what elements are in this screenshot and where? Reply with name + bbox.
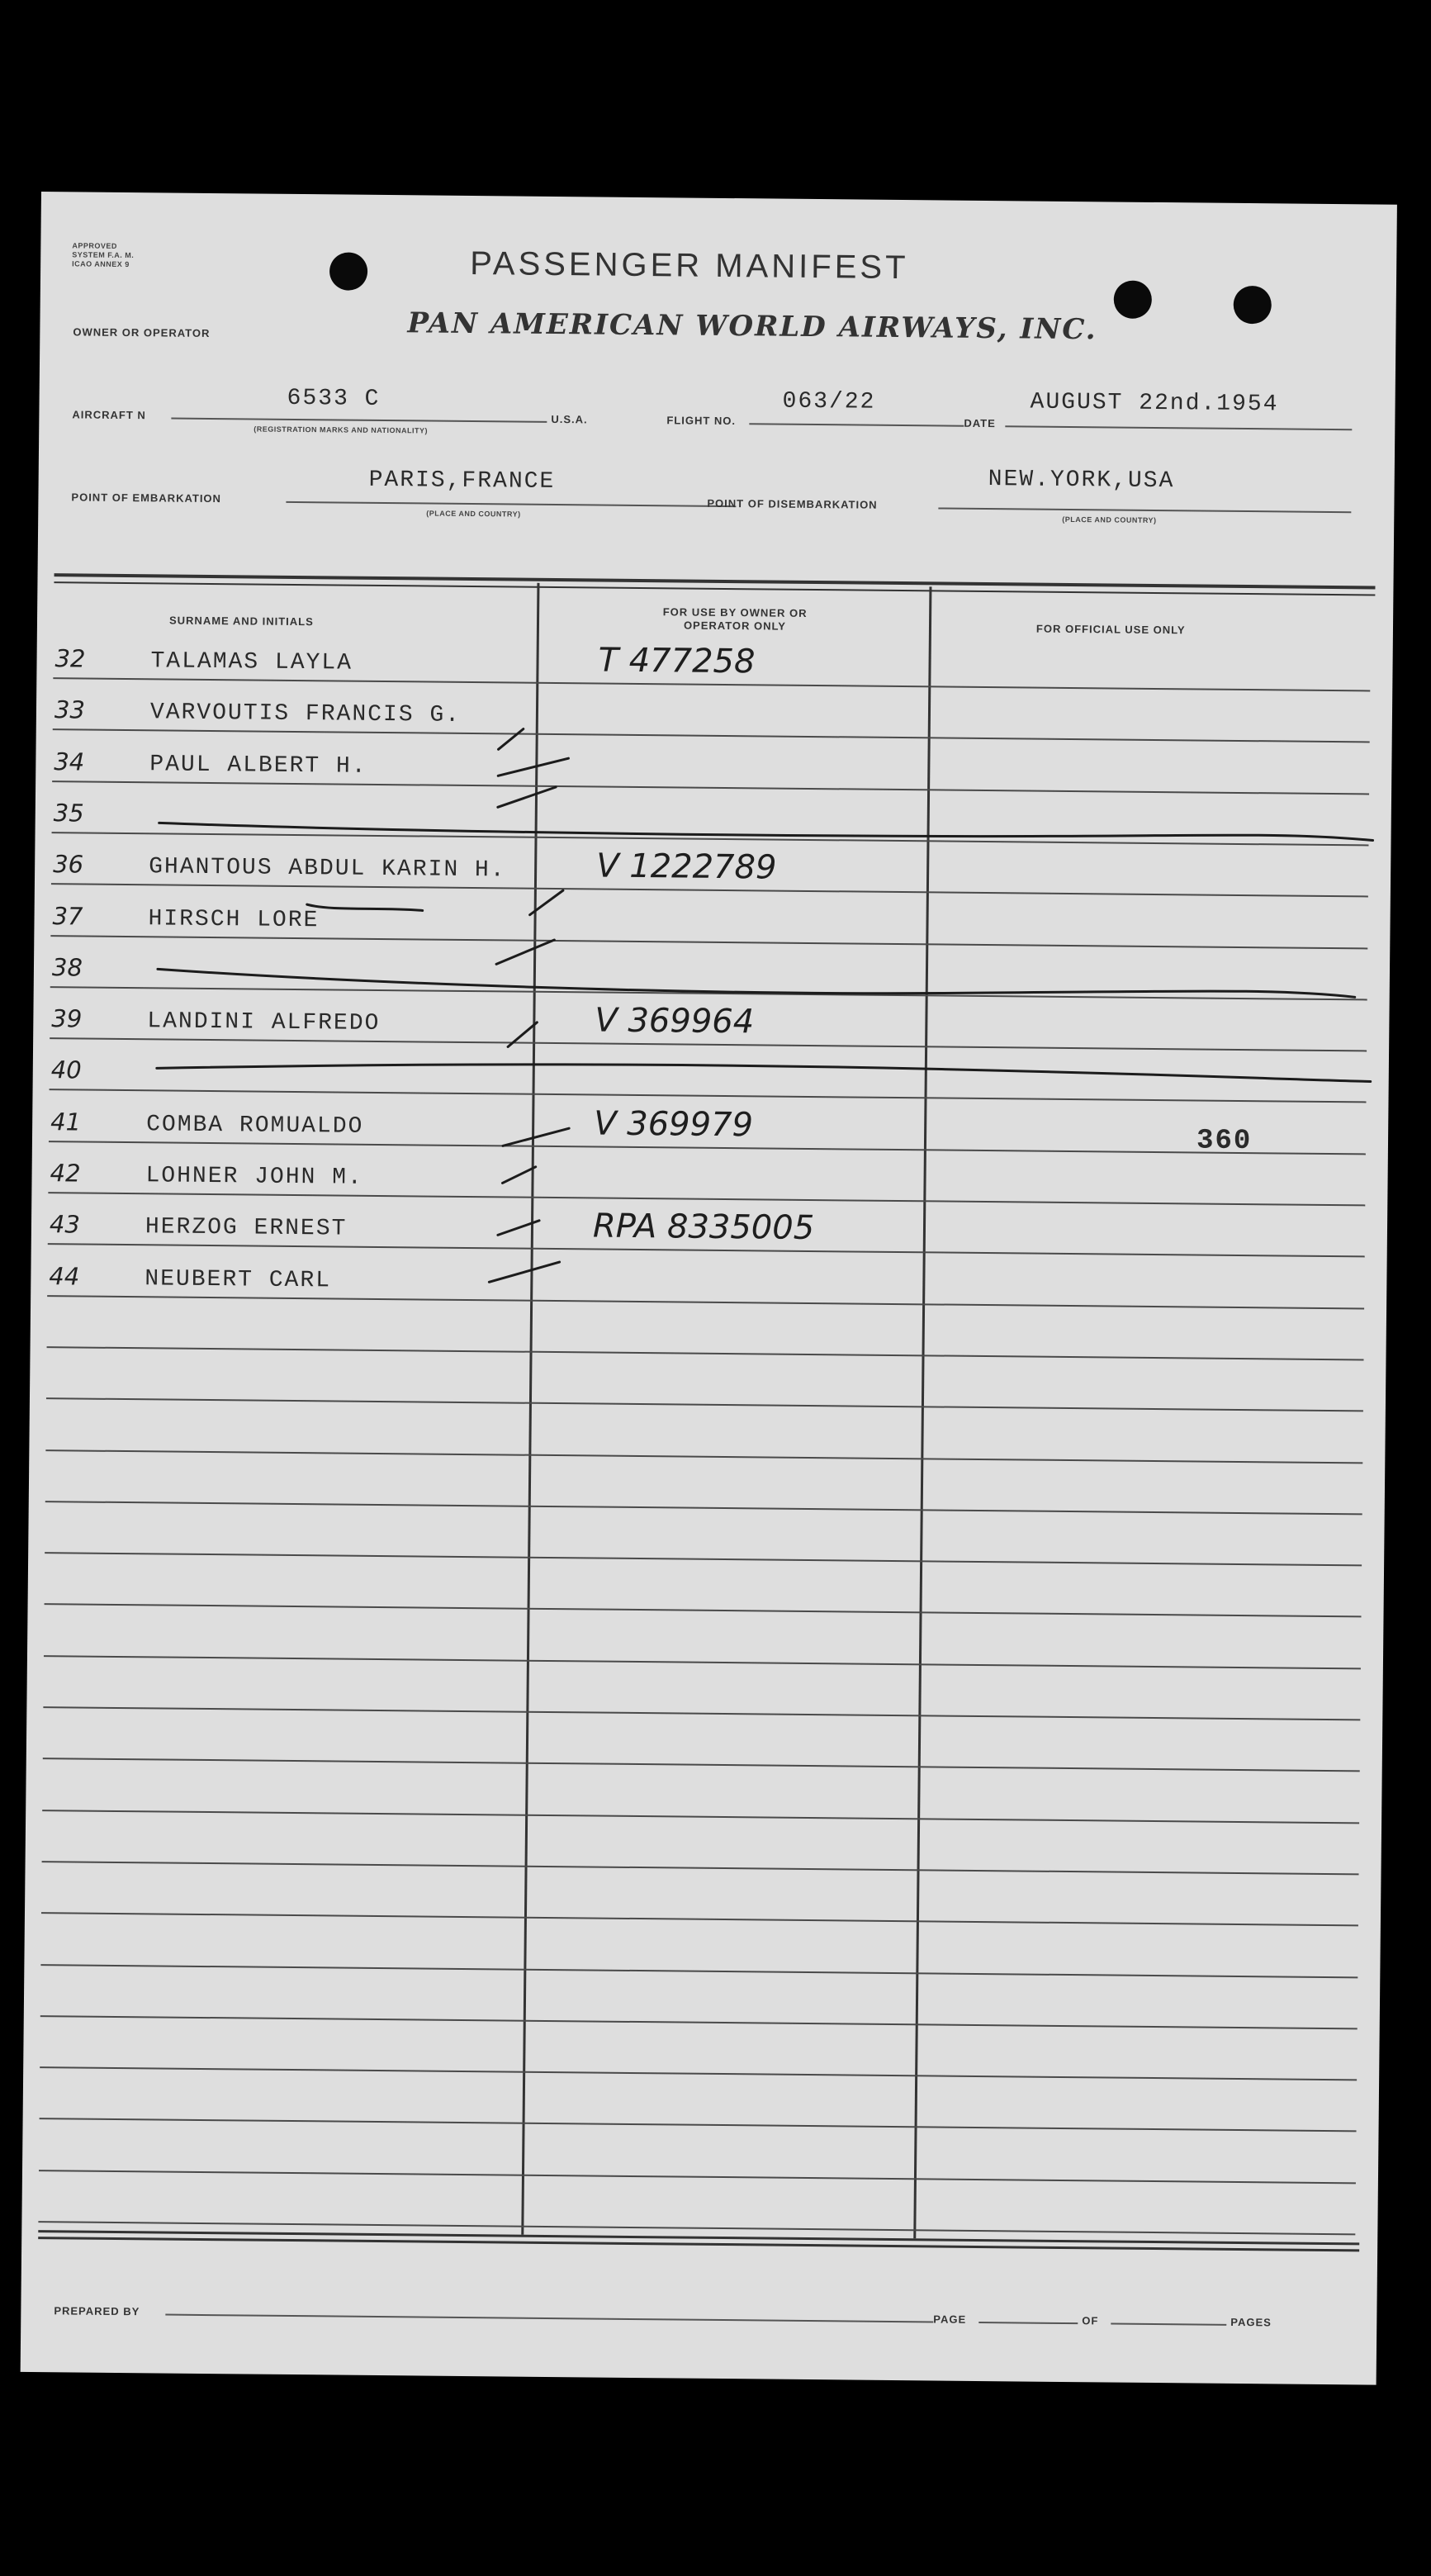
operator-entry: V 369964 bbox=[595, 1001, 755, 1041]
aircraft-label: AIRCRAFT N bbox=[72, 408, 146, 422]
col-header-surname: SURNAME AND INITIALS bbox=[168, 614, 314, 629]
row-number: 37 bbox=[52, 902, 83, 931]
col-header-operator: FOR USE BY OWNER OR OPERATOR ONLY bbox=[662, 605, 808, 633]
passenger-name: PAUL ALBERT H. bbox=[149, 752, 367, 780]
row-number: 43 bbox=[49, 1210, 81, 1239]
date-value: AUGUST 22nd.1954 bbox=[1030, 389, 1279, 418]
passenger-name: COMBA ROMUALDO bbox=[146, 1112, 364, 1140]
passenger-name: HERZOG ERNEST bbox=[145, 1214, 348, 1242]
date-label: DATE bbox=[964, 416, 996, 430]
col-header-official: FOR OFFICIAL USE ONLY bbox=[1035, 622, 1186, 637]
handwritten-marks bbox=[21, 192, 1397, 2385]
prepared-by-label: PREPARED BY bbox=[54, 2304, 140, 2318]
passenger-name: VARVOUTIS FRANCIS G. bbox=[149, 700, 462, 728]
passenger-name: LANDINI ALFREDO bbox=[147, 1008, 381, 1037]
flight-value: 063/22 bbox=[782, 388, 876, 415]
operator-entry: T 477258 bbox=[598, 641, 756, 681]
passenger-name: HIRSCH LORE bbox=[148, 906, 320, 934]
usa-label: U.S.A. bbox=[551, 412, 588, 426]
embark-label: POINT OF EMBARKATION bbox=[71, 491, 222, 505]
row-number: 35 bbox=[53, 799, 84, 828]
owner-label: OWNER OR OPERATOR bbox=[73, 325, 211, 339]
flight-label: FLIGHT NO. bbox=[666, 414, 737, 428]
airline-name: PAN AMERICAN WORLD AIRWAYS, INC. bbox=[407, 306, 1097, 347]
row-number: 39 bbox=[51, 1004, 83, 1033]
embark-value: PARIS,FRANCE bbox=[368, 467, 556, 495]
passenger-name: TALAMAS LAYLA bbox=[150, 648, 353, 676]
page-label: PAGE bbox=[933, 2313, 967, 2326]
passenger-name: GHANTOUS ABDUL KARIN H. bbox=[149, 854, 506, 884]
row-number: 34 bbox=[54, 747, 85, 776]
of-label: OF bbox=[1082, 2314, 1099, 2327]
row-number: 38 bbox=[51, 953, 83, 982]
operator-entry: RPA 8335005 bbox=[592, 1207, 815, 1248]
manifest-sheet bbox=[21, 192, 1397, 2385]
operator-entry: V 369979 bbox=[593, 1104, 754, 1145]
official-entry: 360 bbox=[1196, 1125, 1253, 1158]
aircraft-value: 6533 C bbox=[287, 385, 381, 412]
row-number: 40 bbox=[50, 1056, 82, 1084]
document-title: PASSENGER MANIFEST bbox=[469, 244, 909, 287]
row-number: 42 bbox=[50, 1159, 81, 1188]
row-number: 36 bbox=[53, 850, 84, 879]
approved-stamp: APPROVED SYSTEM F.A. M. ICAO ANNEX 9 bbox=[72, 241, 135, 269]
row-number: 44 bbox=[49, 1262, 80, 1291]
disembark-label: POINT OF DISEMBARKATION bbox=[707, 496, 878, 511]
embark-caption: (PLACE AND COUNTRY) bbox=[426, 509, 521, 519]
passenger-name: NEUBERT CARL bbox=[145, 1266, 332, 1294]
passenger-name: LOHNER JOHN M. bbox=[145, 1163, 363, 1191]
disembark-value: NEW.YORK,USA bbox=[988, 467, 1175, 495]
pages-label: PAGES bbox=[1230, 2315, 1272, 2329]
row-number: 33 bbox=[54, 695, 86, 724]
disembark-caption: (PLACE AND COUNTRY) bbox=[1062, 515, 1157, 524]
operator-entry: V 1222789 bbox=[595, 847, 777, 887]
row-number: 32 bbox=[54, 644, 86, 673]
row-number: 41 bbox=[50, 1108, 82, 1136]
registration-caption: (REGISTRATION MARKS AND NATIONALITY) bbox=[254, 425, 429, 435]
